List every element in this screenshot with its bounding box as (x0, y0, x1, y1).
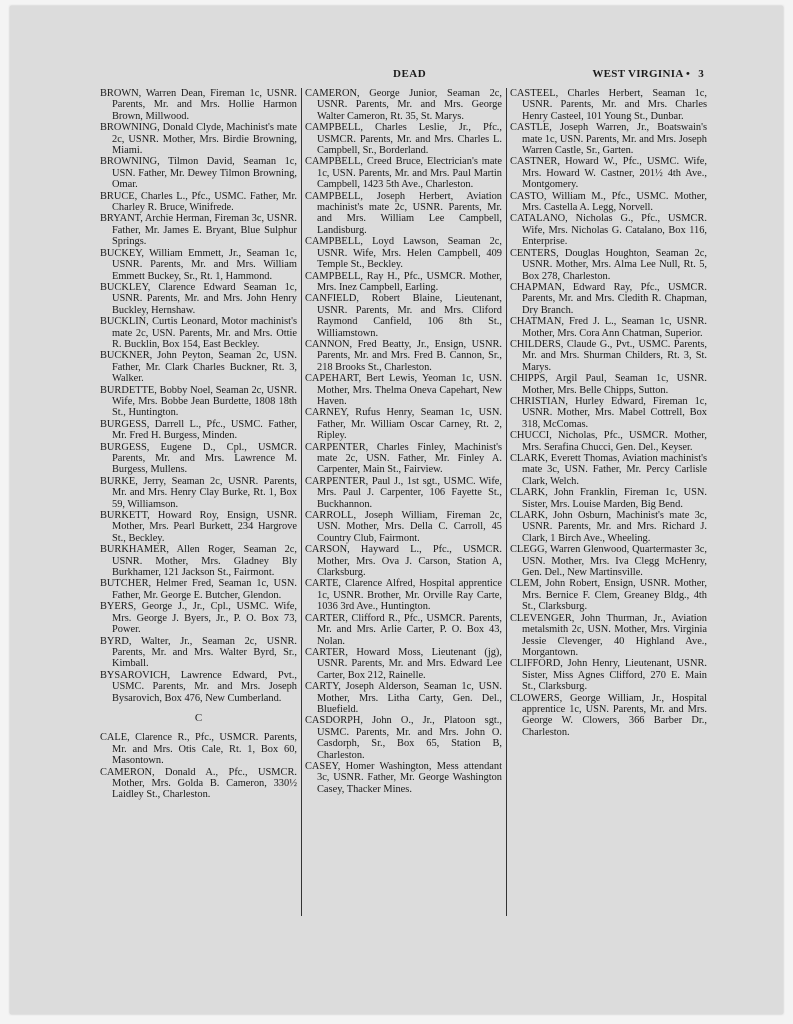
casualty-entry: BYERS, George J., Jr., Cpl., USMC. Wife, Mrs. George J. Byers, Jr., P. O. Box 73, Power. (100, 601, 297, 636)
casualty-entry: CENTERS, Douglas Houghton, Seaman 2c, USNR. Mother, Mrs. Alma Lee Null, Rt. 5, Box 278, Charleston. (510, 247, 707, 282)
casualty-entry: CLARK, Everett Thomas, Aviation machinist's mate 3c, USN. Father, Mr. Percy Carlisle Clark, Welch. (510, 453, 707, 487)
header-state (592, 68, 704, 80)
casualty-entry: CARPENTER, Charles Finley, Machinist's mate 2c, USN. Father, Mr. Finley A. Carpenter, Main St., Fairview. (305, 441, 502, 476)
casualty-entry: CARROLL, Joseph William, Fireman 2c, USN. Mother, Mrs. Della C. Carroll, 45 Country Club, Fairmont. (305, 510, 502, 544)
casualty-entry: BRYANT, Archie Herman, Fireman 3c, USNR. Father, Mr. James E. Bryant, Blue Sulphur Springs. (100, 213, 297, 248)
casualty-entry: CARNEY, Rufus Henry, Seaman 1c, USN. Father, Mr. William Oscar Carney, Rt. 2, Ripley. (305, 407, 502, 442)
column-divider (301, 88, 302, 916)
document-page (10, 6, 783, 1014)
casualty-entry: CLEVENGER, John Thurman, Jr., Aviation metalsmith 2c, USN. Mother, Mrs. Virginia Jessie Clevenger, 40 Highland Ave., Morgantown. (510, 612, 707, 658)
header-title: DEAD (393, 68, 427, 80)
casualty-entry: CLIFFORD, John Henry, Lieutenant, USNR. Sister, Miss Agnes Clifford, 270 E. Main St., Clarksburg. (510, 658, 707, 693)
casualty-entry: CLEGG, Warren Glenwood, Quartermaster 3c, USN. Mother, Mrs. Iva Clegg McHenry, Gen. Del., New Martinsville. (510, 544, 707, 579)
casualty-entry: CALE, Clarence R., Pfc., USMCR. Parents, Mr. and Mrs. Otis Cale, Rt. 1, Box 60, Masontown. (100, 732, 297, 767)
casualty-entry: CHAPMAN, Edward Ray, Pfc., USMCR. Parents, Mr. and Mrs. Cledith R. Chapman, Dry Branch. (510, 281, 707, 316)
casualty-entry: BUCKEY, William Emmett, Jr., Seaman 1c, USNR. Parents, Mr. and Mrs. William Emmett Buckey, Sr., Rt. 1, Hammond. (100, 247, 297, 282)
page-header (10, 68, 783, 82)
casualty-entry: CLARK, John Franklin, Fireman 1c, USN. Sister, Mrs. Louise Marden, Big Bend. (510, 487, 707, 510)
casualty-entry: CARSON, Hayward L., Pfc., USMCR. Mother, Mrs. Ova J. Carson, Station A, Clarksburg. (305, 544, 502, 579)
casualty-entry: BURGESS, Darrell L., Pfc., USMC. Father, Mr. Fred H. Burgess, Minden. (100, 418, 297, 442)
casualty-entry: BROWNING, Donald Clyde, Machinist's mate 2c, USNR. Mother, Mrs. Birdie Browning, Miami. (100, 122, 297, 157)
casualty-entry: CASTLE, Joseph Warren, Jr., Boatswain's mate 1c, USN. Parents, Mr. and Mrs. Joseph Warren Castle, Sr., Garten. (510, 122, 707, 157)
casualty-entry: CHATMAN, Fred J. L., Seaman 1c, USNR. Mother, Mrs. Cora Ann Chatman, Superior. (510, 316, 707, 339)
casualty-entry: CASDORPH, John O., Jr., Platoon sgt., USMC. Parents, Mr. and Mrs. John O. Casdorph, Sr., Box 65, Station B, Charleston. (305, 715, 502, 761)
casualty-entry: CARTER, Howard Moss, Lieutenant (jg), USNR. Parents, Mr. and Mrs. Edward Lee Carter, Box 212, Rainelle. (305, 646, 502, 681)
column-2 (305, 88, 502, 795)
casualty-entry: CAMPBELL, Joseph Herbert, Aviation machinist's mate 2c, USNR. Parents, Mr. and Mrs. William Lee Campbell, Landisburg. (305, 190, 502, 236)
casualty-entry: BROWN, Warren Dean, Fireman 1c, USNR. Parents, Mr. and Mrs. Hollie Harmon Brown, Millwood. (100, 88, 297, 122)
casualty-entry: CHIPPS, Argil Paul, Seaman 1c, USNR. Mother, Mrs. Belle Chipps, Sutton. (510, 373, 707, 396)
header-state-name: WEST VIRGINIA (592, 68, 683, 80)
casualty-entry: CASTEEL, Charles Herbert, Seaman 1c, USNR. Parents, Mr. and Mrs. Charles Henry Casteel, 101 Young St., Dunbar. (510, 88, 707, 122)
casualty-entry: CAMPBELL, Creed Bruce, Electrician's mate 1c, USN. Parents, Mr. and Mrs. Paul Martin Campbell, 1423 5th Ave., Charleston. (305, 156, 502, 191)
column-divider (506, 88, 507, 916)
casualty-entry: BURGESS, Eugene D., Cpl., USMCR. Parents, Mr. and Mrs. Lawrence M. Burgess, Mullens. (100, 441, 297, 476)
casualty-entry: CAMPBELL, Charles Leslie, Jr., Pfc., USMCR. Parents, Mr. and Mrs. Charles L. Campbell, Sr., Borderland. (305, 122, 502, 157)
casualty-entry: BURDETTE, Bobby Noel, Seaman 2c, USNR. Wife, Mrs. Bobbe Jean Burdette, 1808 18th St., Huntington. (100, 384, 297, 419)
casualty-entry: BYSAROVICH, Lawrence Edward, Pvt., USMC. Parents, Mr. and Mrs. Joseph Bysarovich, Box 476, New Cumberland. (100, 669, 297, 704)
column-3 (510, 88, 707, 738)
casualty-entry: BUTCHER, Helmer Fred, Seaman 1c, USN. Father, Mr. George E. Butcher, Glendon. (100, 578, 297, 601)
casualty-entry: CASTNER, Howard W., Pfc., USMC. Wife, Mrs. Howard W. Castner, 201½ 4th Ave., Montgomery. (510, 156, 707, 191)
casualty-entry: CLEM, John Robert, Ensign, USNR. Mother, Mrs. Bernice F. Clem, Greaney Bldg., 4th St., Clarksburg. (510, 578, 707, 613)
casualty-entry: CHILDERS, Claude G., Pvt., USMC. Parents, Mr. and Mrs. Shurman Childers, Rt. 3, St. Marys. (510, 338, 707, 373)
casualty-entry: CAMPBELL, Loyd Lawson, Seaman 2c, USNR. Wife, Mrs. Helen Campbell, 409 Temple St., Beckley. (305, 236, 502, 271)
casualty-entry: CHUCCI, Nicholas, Pfc., USMCR. Mother, Mrs. Serafina Chucci, Gen. Del., Keyser. (510, 430, 707, 453)
casualty-entry: CASTO, William M., Pfc., USMC. Mother, Mrs. Castella A. Legg, Norvell. (510, 190, 707, 214)
header-bullet: • (686, 68, 691, 80)
casualty-entry: CHRISTIAN, Hurley Edward, Fireman 1c, USNR. Mother, Mrs. Mabel Cottrell, Box 318, McComas. (510, 395, 707, 430)
casualty-entry: CAMPBELL, Ray H., Pfc., USMCR. Mother, Mrs. Inez Campbell, Earling. (305, 270, 502, 293)
casualty-entry: CANNON, Fred Beatty, Jr., Ensign, USNR. Parents, Mr. and Mrs. Fred B. Cannon, Sr., 218 Brooks St., Charleston. (305, 338, 502, 373)
casualty-entry: CARTY, Joseph Alderson, Seaman 1c, USN. Mother, Mrs. Litha Carty, Gen. Del., Bluefield. (305, 681, 502, 715)
casualty-entry: BURKETT, Howard Roy, Ensign, USNR. Mother, Mrs. Pearl Burkett, 234 Hargrove St., Beckley. (100, 510, 297, 544)
casualty-entry: BUCKNER, John Peyton, Seaman 2c, USN. Father, Mr. Clark Charles Buckner, Rt. 3, Walker. (100, 350, 297, 385)
casualty-entry: BROWNING, Tilmon David, Seaman 1c, USN. Father, Mr. Dewey Tilmon Browning, Omar. (100, 156, 297, 191)
casualty-entry: CLARK, John Osburn, Machinist's mate 3c, USNR. Parents, Mr. and Mrs. Richard J. Clark, 1 Birch Ave., Wheeling. (510, 510, 707, 544)
casualty-entry: CATALANO, Nicholas G., Pfc., USMCR. Wife, Mrs. Nicholas G. Catalano, Box 116, Enterprise. (510, 213, 707, 248)
casualty-entry: CASEY, Homer Washington, Mess attendant 3c, USNR. Father, Mr. George Washington Casey, Thacker Mines. (305, 760, 502, 795)
casualty-entry: BUCKLIN, Curtis Leonard, Motor machinist's mate 2c, USN. Parents, Mr. and Mrs. Ottie R. Bucklin, Box 154, East Beckley. (100, 316, 297, 350)
casualty-entry: CAMERON, George Junior, Seaman 2c, USNR. Parents, Mr. and Mrs. George Walter Cameron, Rt. 35, St. Marys. (305, 88, 502, 122)
casualty-entry: BYRD, Walter, Jr., Seaman 2c, USNR. Parents, Mr. and Mrs. Walter Byrd, Sr., Kimball. (100, 635, 297, 670)
casualty-entry: BURKE, Jerry, Seaman 2c, USNR. Parents, Mr. and Mrs. Henry Clay Burke, Rt. 1, Box 59, Williamson. (100, 475, 297, 510)
casualty-entry: CARPENTER, Paul J., 1st sgt., USMC. Wife, Mrs. Paul J. Carpenter, 106 Fayette St., Buckhannon. (305, 475, 502, 510)
casualty-entry: CARTE, Clarence Alfred, Hospital apprentice 1c, USNR. Brother, Mr. Orville Ray Carte, 1036 3rd Ave., Huntington. (305, 578, 502, 613)
casualty-entry: CLOWERS, George William, Jr., Hospital apprentice 1c, USN. Parents, Mr. and Mrs. George W. Clowers, 366 Barber Dr., Charleston. (510, 692, 707, 738)
casualty-entry: BRUCE, Charles L., Pfc., USMC. Father, Mr. Charley R. Bruce, Winifrede. (100, 190, 297, 214)
column-1 (100, 88, 297, 801)
casualty-entry: CANFIELD, Robert Blaine, Lieutenant, USNR. Parents, Mr. and Mrs. Cliford Raymond Canfield, 106 8th St., Williamstown. (305, 293, 502, 339)
casualty-entry: BUCKLEY, Clarence Edward Seaman 1c, USNR. Parents, Mr. and Mrs. John Henry Buckley, Hernshaw. (100, 281, 297, 316)
page-number: 3 (698, 68, 704, 80)
section-letter: C (194, 711, 203, 724)
casualty-entry: CARTER, Clifford R., Pfc., USMCR. Parents, Mr. and Mrs. Arlie Carter, P. O. Box 43, Nolan. (305, 612, 502, 647)
casualty-entry: CAMERON, Donald A., Pfc., USMCR. Mother, Mrs. Golda B. Cameron, 330½ Laidley St., Charleston. (100, 766, 297, 801)
casualty-entry: BURKHAMER, Allen Roger, Seaman 2c, USNR. Mother, Mrs. Gladney Bly Burkhamer, 121 Jackson St., Fairmont. (100, 544, 297, 579)
casualty-entry: CAPEHART, Bert Lewis, Yeoman 1c, USN. Mother, Mrs. Thelma Oneva Capehart, New Haven. (305, 373, 502, 407)
